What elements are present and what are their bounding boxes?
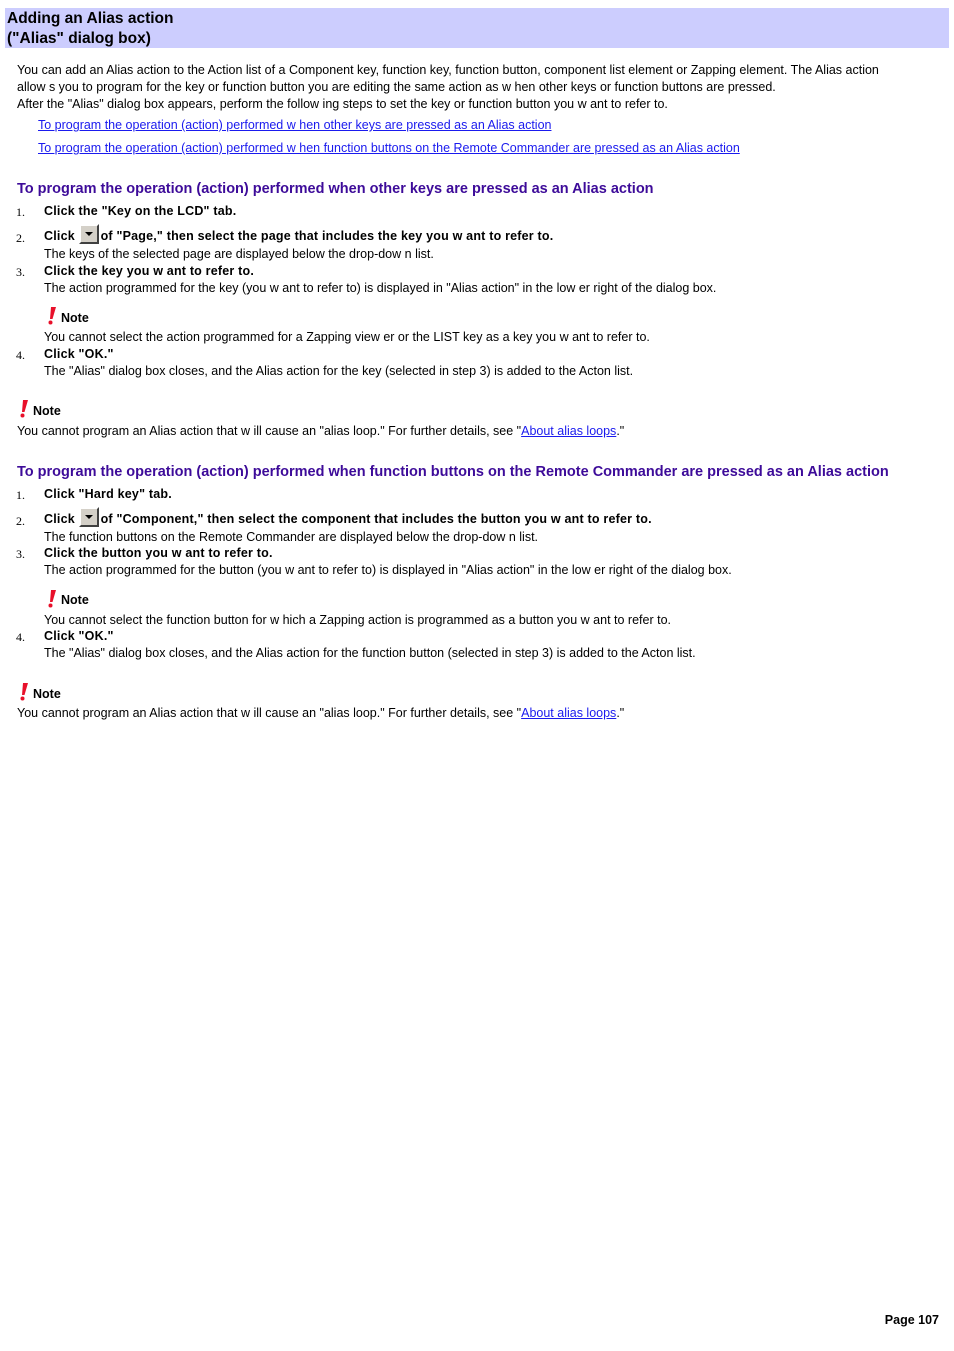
section1-inner-note-label: Note (61, 311, 89, 325)
section1-step4-instruction: Click "OK." (44, 347, 114, 361)
section1-step2-instruction (44, 224, 553, 244)
section1-step2-click-word: Click (44, 229, 75, 243)
section2-inner-note-text: You cannot select the function button for w hich a Zapping action is programmed as a button you w ant to refer to. (44, 613, 671, 627)
note-exclamation-icon (46, 590, 57, 608)
section1-step1-number: 1. (16, 205, 25, 219)
section2-step4-instruction: Click "OK." (44, 629, 114, 643)
section2-step2-instruction-text: of "Component," then select the component that includes the button you w ant to refer to. (100, 512, 652, 526)
section2-step4-detail: The "Alias" dialog box closes, and the Alias action for the function button (selected in step 3) is added to the Acton list. (44, 646, 696, 660)
section1-step4-detail: The "Alias" dialog box closes, and the Alias action for the key (selected in step 3) is added to the Acton list. (44, 364, 634, 378)
about-alias-loops-link[interactable]: About alias loops (521, 424, 617, 438)
intro-paragraph (17, 62, 937, 113)
section1-step2-instruction-text: of "Page," then select the page that includes the key you w ant to refer to. (100, 229, 554, 243)
section1-note-text (17, 424, 624, 438)
page-title-bar (5, 8, 949, 48)
intro-line3: After the "Alias" dialog box appears, perform the follow ing steps to set the key or function button you w ant to refer to. (17, 97, 668, 111)
section2-note-label: Note (33, 687, 61, 701)
page-number: Page 107 (884, 1313, 939, 1327)
toc-link-other-keys[interactable]: To program the operation (action) performed w hen other keys are pressed as an Alias action (38, 118, 552, 132)
section1-inner-note-text: You cannot select the action programmed for a Zapping view er or the LIST key as a key you w ant to refer to. (44, 330, 650, 344)
toc-link-function-buttons[interactable]: To program the operation (action) performed w hen function buttons on the Remote Commander are pressed as an Alias action (38, 141, 740, 155)
section2-step4-number: 4. (16, 630, 25, 644)
note-exclamation-icon (46, 307, 57, 325)
section1-step1-instruction: Click the "Key on the LCD" tab. (44, 204, 237, 218)
section2-heading: To program the operation (action) performed when function buttons on the Remote Commander are pressed as an Alias action (17, 464, 889, 480)
note-exclamation-icon (18, 683, 29, 701)
intro-line2: allow s you to program for the key or function button you are editing the same action as w hen other keys or function buttons are pressed. (17, 80, 776, 94)
note-exclamation-icon (18, 400, 29, 418)
section2-step3-instruction: Click the button you w ant to refer to. (44, 546, 273, 560)
section1-step3-instruction: Click the key you w ant to refer to. (44, 264, 255, 278)
section1-step3-detail: The action programmed for the key (you w ant to refer to) is displayed in "Alias action" in the low er right of the dialog box. (44, 281, 717, 295)
intro-line1: You can add an Alias action to the Action list of a Component key, function key, function button, component list element or Zapping element. The Alias action (17, 63, 879, 77)
section2-step2-click-word: Click (44, 512, 75, 526)
section2-note-text-post: ." (616, 706, 625, 720)
dropdown-arrow-icon (79, 507, 99, 527)
section1-heading: To program the operation (action) performed when other keys are pressed as an Alias action (17, 181, 654, 197)
section1-step3-number: 3. (16, 265, 25, 279)
section2-step3-detail: The action programmed for the button (you w ant to refer to) is displayed in "Alias action" in the low er right of the dialog box. (44, 563, 732, 577)
section2-inner-note-label: Note (61, 593, 89, 607)
section2-note-text-pre: You cannot program an Alias action that w ill cause an "alias loop." For further details, see " (17, 706, 522, 720)
section2-step2-number: 2. (16, 514, 25, 528)
section2-note-text (17, 706, 624, 720)
section1-note-text-post: ." (616, 424, 625, 438)
dropdown-arrow-icon (79, 224, 99, 244)
section1-note-text-pre: You cannot program an Alias action that w ill cause an "alias loop." For further details, see " (17, 424, 522, 438)
section2-step1-instruction: Click "Hard key" tab. (44, 487, 172, 501)
about-alias-loops-link[interactable]: About alias loops (521, 706, 617, 720)
section2-step2-instruction (44, 507, 652, 527)
section1-step2-number: 2. (16, 231, 25, 245)
section2-step1-number: 1. (16, 488, 25, 502)
page-title-line2: ("Alias" dialog box) (7, 30, 151, 47)
section1-step4-number: 4. (16, 348, 25, 362)
section1-note-label: Note (33, 404, 61, 418)
section2-step2-detail: The function buttons on the Remote Commander are displayed below the drop-dow n list. (44, 530, 539, 544)
page-title-line1: Adding an Alias action (7, 10, 174, 27)
section2-step3-number: 3. (16, 547, 25, 561)
section1-step2-detail: The keys of the selected page are displayed below the drop-dow n list. (44, 247, 434, 261)
